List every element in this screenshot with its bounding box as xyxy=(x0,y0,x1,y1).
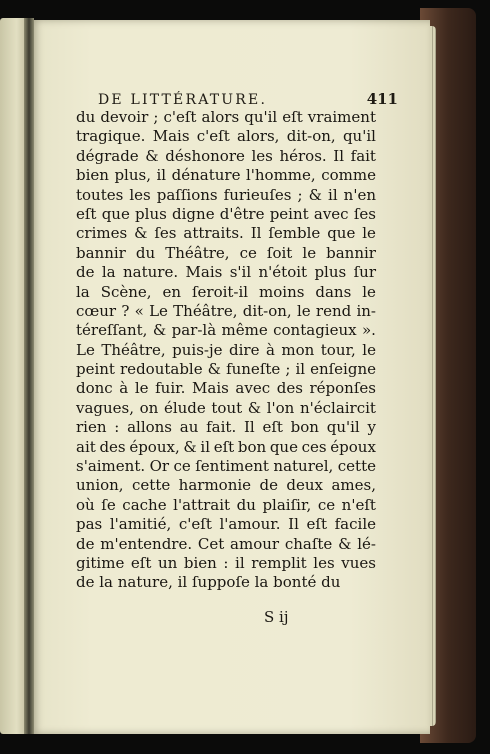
word: amour xyxy=(230,534,280,553)
word: Le xyxy=(76,340,95,359)
word: tour, xyxy=(320,340,356,359)
word: époux xyxy=(330,437,376,456)
word: Cet xyxy=(197,534,225,553)
word: s'il xyxy=(229,263,252,282)
signature-mark: S ij xyxy=(264,608,289,626)
word: m'entendre. xyxy=(100,534,193,553)
text-line xyxy=(76,186,376,205)
word: ſoit xyxy=(266,243,293,262)
word: des xyxy=(276,379,303,398)
text-line xyxy=(76,244,376,263)
word: eſt xyxy=(130,553,152,572)
word: ſe xyxy=(101,495,116,514)
word: Le xyxy=(149,301,168,320)
word: d'être xyxy=(219,204,265,223)
word: Scène, xyxy=(100,282,152,301)
word: n'étoit xyxy=(258,263,308,282)
word: Mais xyxy=(152,127,190,146)
word: les xyxy=(129,185,151,204)
word: ; xyxy=(297,185,303,204)
word: vues xyxy=(341,553,376,572)
word: même xyxy=(221,321,268,340)
word: ſes xyxy=(154,224,177,243)
word: le xyxy=(296,301,311,320)
word: s'aiment. xyxy=(76,457,146,476)
word: à xyxy=(119,379,129,398)
word: il xyxy=(235,553,245,572)
word: naturel, xyxy=(273,457,334,476)
word: rien xyxy=(76,418,107,437)
word: & xyxy=(183,437,197,456)
word: « xyxy=(134,301,144,320)
word: lé- xyxy=(357,534,376,553)
word: enſeigne xyxy=(310,360,376,379)
word: Mais xyxy=(185,263,223,282)
word: un xyxy=(157,553,178,572)
word: plus, xyxy=(114,166,151,185)
word: la xyxy=(76,282,90,301)
book-gutter xyxy=(24,18,34,734)
word: fait xyxy=(350,146,376,165)
text-line xyxy=(76,263,376,282)
word: cœur xyxy=(76,301,117,320)
word: ames, xyxy=(331,476,376,495)
word: eſt xyxy=(282,108,303,126)
page-number: 411 xyxy=(366,90,398,108)
word: ce xyxy=(173,457,191,476)
word: plus xyxy=(314,263,347,282)
word: bon xyxy=(237,437,267,456)
word: allons xyxy=(127,418,173,437)
word: puis-je xyxy=(172,340,223,359)
word: l'amour. xyxy=(219,515,281,534)
word: eſt xyxy=(306,515,327,534)
text-line xyxy=(76,108,376,127)
word: par-là xyxy=(171,321,217,340)
text-line xyxy=(76,515,376,534)
word: il xyxy=(156,166,167,185)
word: le xyxy=(134,379,149,398)
word: héros. xyxy=(279,146,327,165)
word: & xyxy=(134,224,148,243)
word: du xyxy=(236,495,256,514)
word: vagues, xyxy=(76,398,135,417)
word: dit-on, xyxy=(242,301,292,320)
word: ce xyxy=(317,495,336,514)
text-line xyxy=(76,127,376,146)
word: dégrade xyxy=(76,146,139,165)
word: que xyxy=(269,437,298,456)
word: le xyxy=(362,340,376,359)
word: Théâtre, xyxy=(101,340,166,359)
text-line xyxy=(76,399,376,418)
word: bien xyxy=(76,166,109,185)
word: n'éclaircit xyxy=(299,398,376,417)
word: bon xyxy=(290,418,319,437)
word: & xyxy=(247,398,262,417)
text-line xyxy=(76,457,376,476)
word: de xyxy=(76,534,95,553)
word: remplit xyxy=(251,553,307,572)
word: du xyxy=(135,243,156,262)
word: ; xyxy=(153,108,159,126)
word: ? xyxy=(121,301,130,320)
word: ; xyxy=(285,360,291,379)
word: ». xyxy=(361,321,376,340)
text-line xyxy=(76,147,376,166)
word: au xyxy=(179,418,199,437)
text-line xyxy=(76,302,376,321)
text-line xyxy=(76,341,376,360)
word: l'amitié, xyxy=(109,515,172,534)
word: & xyxy=(207,360,222,379)
word: facile xyxy=(334,515,376,534)
text-line xyxy=(76,360,376,379)
word: cache xyxy=(122,495,167,514)
word: deux xyxy=(286,476,324,495)
word: & xyxy=(145,146,159,165)
word: funeſte xyxy=(226,360,281,379)
word: plaiſir, xyxy=(262,495,312,514)
word: l'homme, xyxy=(245,166,316,185)
word: chaſte xyxy=(284,534,333,553)
word: il xyxy=(328,185,338,204)
word: où xyxy=(76,495,95,514)
word: mon xyxy=(281,340,315,359)
word: rend xyxy=(315,301,352,320)
word: dénature xyxy=(171,166,241,185)
word: toutes xyxy=(76,185,124,204)
word: peint xyxy=(269,204,309,223)
word: ſentiment xyxy=(195,457,269,476)
word: union, xyxy=(76,476,124,495)
text-line xyxy=(76,496,376,515)
word: moins xyxy=(259,282,305,301)
word: fait. xyxy=(206,418,237,437)
text-line xyxy=(76,476,376,495)
word: ſeroit-il xyxy=(191,282,249,301)
word: digne xyxy=(172,204,215,223)
word: harmonie xyxy=(178,476,252,495)
text-line xyxy=(76,321,376,340)
word: Théâtre, xyxy=(165,243,230,262)
word: ce xyxy=(239,243,257,262)
word: bien xyxy=(183,553,217,572)
word: l'on xyxy=(266,398,295,417)
text-line xyxy=(76,418,376,437)
word: paſſions xyxy=(156,185,218,204)
word: de xyxy=(259,476,278,495)
running-head-title: DE LITTÉRATURE. xyxy=(98,92,268,108)
word: Il xyxy=(288,515,299,534)
word: réponſes xyxy=(309,379,376,398)
word: gitime xyxy=(76,553,125,572)
text-line xyxy=(76,166,376,185)
word: eſt xyxy=(76,204,97,223)
word: qu'il xyxy=(326,418,360,437)
text-line: de la nature, il ſuppoſe la bonté du xyxy=(76,573,341,592)
word: c'eſt xyxy=(196,127,230,146)
word: le xyxy=(302,243,317,262)
word: donc xyxy=(76,379,113,398)
word: vraiment xyxy=(307,108,376,126)
word: : xyxy=(114,418,120,437)
word: ait xyxy=(76,437,96,456)
word: dit-on, xyxy=(286,127,336,146)
word: eſt xyxy=(262,418,283,437)
word: Il xyxy=(250,224,262,243)
text-line xyxy=(76,205,376,224)
word: & xyxy=(152,321,167,340)
word: cette xyxy=(337,457,376,476)
word: n'eſt xyxy=(341,495,376,514)
word: avec xyxy=(235,379,271,398)
word: pas xyxy=(76,515,103,534)
word: in- xyxy=(356,301,376,320)
word: ſur xyxy=(353,263,376,282)
word: & xyxy=(338,534,352,553)
word: élude xyxy=(163,398,206,417)
word: comme xyxy=(321,166,376,185)
word: le xyxy=(362,282,376,301)
text-line xyxy=(76,283,376,302)
word: peint xyxy=(76,360,115,379)
text-line xyxy=(76,535,376,554)
word: eſt xyxy=(213,437,235,456)
word: époux, xyxy=(129,437,180,456)
word: avec xyxy=(313,204,349,223)
word: la xyxy=(101,263,116,282)
word: en xyxy=(162,282,182,301)
word: fuir. xyxy=(155,379,186,398)
word: il xyxy=(200,437,211,456)
word: les xyxy=(251,146,273,165)
word: Il xyxy=(243,418,255,437)
word: alors xyxy=(201,108,240,126)
word: ſemble xyxy=(268,224,321,243)
word: de xyxy=(76,263,95,282)
word: on xyxy=(139,398,159,417)
body-text xyxy=(76,108,376,593)
word: tout xyxy=(211,398,243,417)
text-line xyxy=(76,379,376,398)
word: cette xyxy=(132,476,171,495)
word: : xyxy=(223,553,229,572)
word: Mais xyxy=(192,379,229,398)
word: Théâtre, xyxy=(173,301,238,320)
word: ſes xyxy=(353,204,376,223)
word: n'en xyxy=(343,185,376,204)
word: téreſſant, xyxy=(76,321,148,340)
word: plus xyxy=(135,204,167,223)
word: l'attrait xyxy=(173,495,231,514)
word: furieuſes xyxy=(223,185,292,204)
word: & xyxy=(308,185,322,204)
word: dans xyxy=(315,282,352,301)
text-line xyxy=(76,554,376,573)
text-line xyxy=(76,224,376,243)
word: c'eſt xyxy=(163,108,197,126)
word: y xyxy=(367,418,376,437)
word: alors, xyxy=(237,127,280,146)
word: déshonore xyxy=(165,146,245,165)
word: que xyxy=(327,224,356,243)
word: devoir xyxy=(100,108,149,126)
word: contagieux xyxy=(273,321,357,340)
word: le xyxy=(362,224,376,243)
word: Or xyxy=(149,457,170,476)
word: bannir xyxy=(76,243,126,262)
word: des xyxy=(99,437,126,456)
word: les xyxy=(313,553,335,572)
word: du xyxy=(76,108,96,126)
word: à xyxy=(265,340,275,359)
word: qu'il xyxy=(244,108,278,126)
word: il xyxy=(295,360,306,379)
word: qu'il xyxy=(342,127,376,146)
word: que xyxy=(101,204,130,223)
word: dire xyxy=(229,340,260,359)
word: attraits. xyxy=(183,224,244,243)
word: redoutable xyxy=(120,360,203,379)
word: tragique. xyxy=(76,127,146,146)
word: Il xyxy=(333,146,345,165)
word: c'eſt xyxy=(178,515,212,534)
word: bannir xyxy=(326,243,376,262)
word: crimes xyxy=(76,224,128,243)
text-line xyxy=(76,438,376,457)
word: nature. xyxy=(123,263,179,282)
word: ces xyxy=(301,437,327,456)
